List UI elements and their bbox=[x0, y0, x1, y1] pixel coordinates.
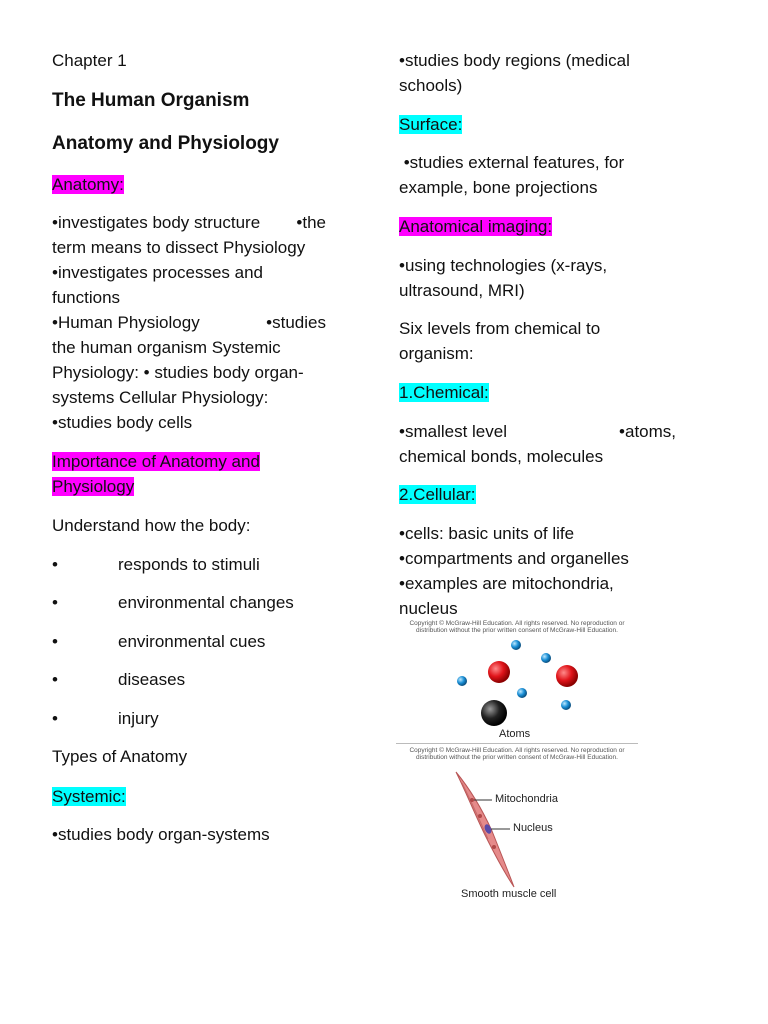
anatomy-line-7: Physiology: • studies body organ- bbox=[52, 363, 304, 382]
anatomy-line-3: •investigates processes and bbox=[52, 263, 264, 282]
nucleus-label: Nucleus bbox=[513, 822, 553, 834]
importance-heading-line-2: Physiology bbox=[52, 477, 135, 496]
blue-atom-icon bbox=[511, 640, 521, 650]
surface-line-2: example, bone projections bbox=[399, 178, 598, 197]
red-atom-icon bbox=[488, 661, 510, 683]
levels-line-2: organism: bbox=[399, 344, 474, 363]
cellular-line-2: •compartments and organelles bbox=[399, 549, 629, 568]
blue-atom-icon bbox=[541, 653, 551, 663]
types-heading: Types of Anatomy bbox=[52, 747, 188, 766]
chemical-line-2: chemical bonds, molecules bbox=[399, 447, 604, 466]
black-atom-icon bbox=[481, 700, 507, 726]
cell-figure bbox=[396, 747, 638, 905]
anatomy-line-1: •investigates body structure •the bbox=[52, 213, 326, 232]
importance-heading-line-1: Importance of Anatomy and bbox=[52, 452, 260, 471]
surface-heading: Surface: bbox=[399, 115, 463, 134]
chemical-line-1: •smallest level •atoms, bbox=[399, 422, 676, 441]
blue-atom-icon bbox=[517, 688, 527, 698]
red-atom-icon bbox=[556, 665, 578, 687]
blue-atom-icon bbox=[561, 700, 571, 710]
mitochondria-label: Mitochondria bbox=[495, 793, 558, 805]
anatomy-line-8: systems Cellular Physiology: bbox=[52, 388, 269, 407]
blue-atom-icon bbox=[457, 676, 467, 686]
anatomy-line-2: term means to dissect Physiology bbox=[52, 238, 306, 257]
chemical-heading: 1.Chemical: bbox=[399, 383, 489, 402]
imaging-line-2: ultrasound, MRI) bbox=[399, 281, 525, 300]
surface-line-1: •studies external features, for bbox=[399, 153, 625, 172]
section-title: Anatomy and Physiology bbox=[52, 133, 279, 154]
anatomy-heading: Anatomy: bbox=[52, 175, 124, 194]
cell-caption: Smooth muscle cell bbox=[461, 888, 557, 900]
anatomy-line-6: the human organism Systemic bbox=[52, 338, 281, 357]
imaging-line-1: •using technologies (x-rays, bbox=[399, 256, 608, 275]
figure-divider bbox=[396, 743, 638, 744]
systemic-text: •studies body organ-systems bbox=[52, 825, 270, 844]
cellular-line-4: nucleus bbox=[399, 599, 458, 618]
cellular-line-1: •cells: basic units of life bbox=[399, 524, 575, 543]
atoms-label: Atoms bbox=[499, 728, 531, 740]
copyright-notice: Copyright © McGraw-Hill Education. All rights reserved. No reproduction or distribution without the prior written consent of McGraw-Hill Education. bbox=[409, 747, 625, 761]
cellular-heading: 2.Cellular: bbox=[399, 485, 476, 504]
atoms-illustration bbox=[396, 620, 638, 742]
systemic-heading: Systemic: bbox=[52, 787, 126, 806]
levels-line-1: Six levels from chemical to bbox=[399, 319, 601, 338]
atoms-figure bbox=[396, 620, 638, 742]
copyright-notice: Copyright © McGraw-Hill Education. All rights reserved. No reproduction or distribution without the prior written consent of McGraw-Hill Education. bbox=[409, 620, 625, 634]
chapter-label: Chapter 1 bbox=[52, 51, 127, 70]
regional-line-1: •studies body regions (medical bbox=[399, 51, 630, 70]
understand-text: Understand how the body: bbox=[52, 516, 251, 535]
cellular-line-3: •examples are mitochondria, bbox=[399, 574, 614, 593]
anatomy-line-9: •studies body cells bbox=[52, 413, 193, 432]
regional-line-2: schools) bbox=[399, 76, 463, 95]
imaging-heading: Anatomical imaging: bbox=[399, 217, 553, 236]
anatomy-line-5: •Human Physiology •studies bbox=[52, 313, 326, 332]
anatomy-line-4: functions bbox=[52, 288, 121, 307]
page-title: The Human Organism bbox=[52, 90, 250, 111]
